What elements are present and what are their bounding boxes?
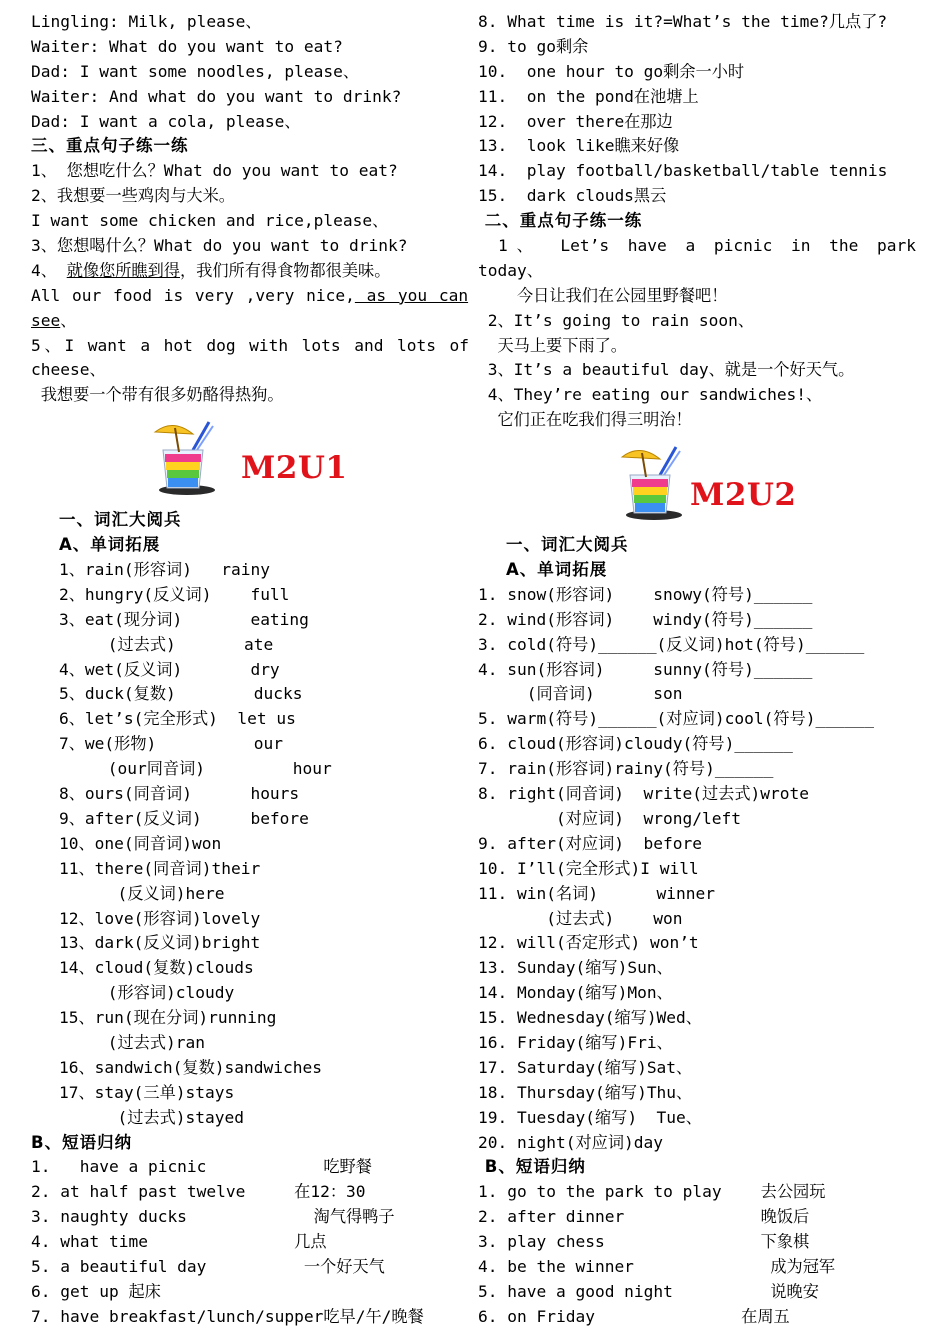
word-item: 10、one(同音词)won [59, 833, 222, 853]
word-item: 7. rain(形容词)rainy(符号)______ [478, 759, 774, 779]
subheading-phrases: B、短语归纳 [478, 1157, 586, 1177]
phrase-item: 1. have a picnic 吃野餐 [31, 1157, 372, 1177]
word-item: 10. I’ll(完全形式)I will [478, 858, 699, 878]
word-item: 15、run(现在分词)running [59, 1008, 277, 1028]
key-sentences [478, 234, 916, 433]
word-item: 20. night(对应词)day [478, 1132, 664, 1152]
phrase-item: 9. to go剩余 [478, 36, 589, 56]
word-item: 2. wind(形容词) windy(符号)______ [478, 609, 813, 629]
word-item: 13、dark(反义词)bright [59, 933, 261, 953]
sentence-line: 3、您想喝什么？What do you want to drink? [31, 236, 408, 256]
word-item: (过去式) won [478, 908, 683, 928]
dialogue-line: Waiter: And what do you want to drink? [31, 86, 402, 106]
word-item: (过去式) ate [59, 634, 274, 654]
word-item: 16. Friday(缩写)Fri、 [478, 1032, 673, 1052]
key-sentences [31, 159, 469, 408]
phrase-item: 8. What time is it?=What’s the time?几点了? [478, 12, 888, 31]
sentence-line: 天马上要下雨了。 [478, 335, 627, 355]
unit-logo-m2u1 [31, 408, 469, 508]
cocktail-drink-icon [153, 420, 225, 496]
word-item: (形容词)cloudy [59, 983, 235, 1003]
phrase-item: 5. have a good night 说晚安 [478, 1281, 819, 1301]
word-item: 13. Sunday(缩写)Sun、 [478, 958, 673, 978]
word-item: 5、duck(复数) ducks [59, 684, 303, 704]
phrase-item: 3. naughty ducks 淘气得鸭子 [31, 1207, 395, 1227]
phrase-item: 14. play football/basketball/table tennis [478, 161, 888, 181]
word-item: 3、eat(现分词) eating [59, 609, 309, 629]
sentence-line: 5、I want a hot dog with lots and lots of [31, 335, 469, 355]
sentence-line: 2、我想要一些鸡肉与大米。 [31, 186, 235, 206]
vocab-section [478, 583, 916, 1155]
word-item: 12. will(否定形式) won’t [478, 933, 699, 953]
word-item: 19. Tuesday(缩写) Tue、 [478, 1107, 702, 1127]
sentence-line: 1、 Let’s have a picnic in the park [498, 236, 916, 256]
phrase-item: 13. look like瞧来好像 [478, 136, 680, 156]
word-item: (过去式)ran [59, 1032, 206, 1052]
dialogue-line: Dad: I want a cola, please、 [31, 111, 301, 131]
underlined-phrase: as you can [354, 285, 469, 305]
word-item: (our同音词) hour [59, 759, 332, 779]
word-item: 11. win(名词) winner [478, 883, 716, 903]
word-item: 14、cloud(复数)clouds [59, 958, 254, 978]
sentence-line [31, 259, 469, 284]
phrase-item: 2. after dinner 晚饭后 [478, 1207, 810, 1227]
word-item: 1、rain(形容词) rainy [59, 560, 270, 580]
subheading-words: A、单词拓展 [59, 535, 161, 555]
word-item: 14. Monday(缩写)Mon、 [478, 983, 673, 1003]
sentence-line: today、 [478, 260, 543, 280]
sentence-line: 它们正在吃我们得三明治！ [478, 410, 692, 430]
sentence-part: All our food is very ,very nice, [31, 285, 355, 305]
word-item: 18. Thursday(缩写)Thu、 [478, 1082, 693, 1102]
word-item: (同音词) son [478, 684, 683, 704]
sentence-line [31, 284, 469, 309]
phrase-list-continued [478, 10, 916, 209]
phrase-item: 6. on Friday 在周五 [478, 1306, 790, 1326]
word-item: 2、hungry(反义词) full [59, 584, 290, 604]
phrase-item: 4. be the winner 成为冠军 [478, 1256, 836, 1276]
phrase-item: 3. play chess 下象棋 [478, 1232, 810, 1252]
word-item: 17. Saturday(缩写)Sat、 [478, 1057, 693, 1077]
word-item: 12、love(形容词)lovely [59, 908, 261, 928]
vocab-headings [478, 533, 916, 583]
word-item: 6. cloud(形容词)cloudy(符号)______ [478, 734, 793, 754]
left-column [31, 10, 469, 1330]
word-item: (过去式)stayed [59, 1107, 245, 1127]
phrase-item: 10. one hour to go剩余一小时 [478, 61, 745, 81]
word-item: 1. snow(形容词) snowy(符号)______ [478, 584, 813, 604]
cocktail-drink-icon [620, 445, 692, 521]
phrase-item: 5. a beautiful day 一个好天气 [31, 1256, 385, 1276]
word-item: 9. after(对应词) before [478, 833, 702, 853]
word-item: 4、wet(反义词) dry [59, 659, 280, 679]
sentence-line: 今日让我们在公园里野餐吧！ [478, 285, 728, 305]
sentence-part: 4、 [31, 260, 67, 280]
word-item: 8、ours(同音词) hours [59, 784, 300, 804]
word-item: (对应词) wrong/left [478, 808, 741, 828]
word-item: (反义词)here [59, 883, 225, 903]
vocab-section [31, 508, 469, 1130]
sentence-line: 3、It’s a beautiful day、就是一个好天气。 [478, 360, 855, 380]
word-item: 17、stay(三单)stays [59, 1082, 235, 1102]
sentence-line: 1、 您想吃什么？What do you want to eat? [31, 161, 398, 181]
sentence-line: I want some chicken and rice,please、 [31, 211, 389, 231]
unit-title: M2U1 [241, 450, 348, 487]
underlined-phrase: 就像您所瞧到得 [66, 260, 180, 280]
sentence-part: ，我们所有得食物都很美味。 [180, 260, 391, 280]
phrase-item: 15. dark clouds黑云 [478, 186, 667, 206]
unit-title: M2U2 [690, 477, 797, 514]
subheading-phrases: B、短语归纳 [31, 1132, 133, 1152]
phrase-item: 7. have breakfast/lunch/supper吃早/午/晚餐 [31, 1306, 424, 1326]
phrase-item: 12. over there在那边 [478, 111, 673, 131]
underlined-phrase: see [31, 310, 61, 330]
phrase-item: 6. get up 起床 [31, 1281, 161, 1301]
word-item: 16、sandwich(复数)sandwiches [59, 1057, 322, 1077]
dialogue-line: Dad: I want some noodles, please、 [31, 61, 360, 81]
dialogue-line: Waiter: What do you want to eat? [31, 36, 343, 56]
unit-logo-m2u2 [478, 433, 916, 533]
phrase-item: 2. at half past twelve 在12：30 [31, 1182, 366, 1202]
word-item: 11、there(同音词)their [59, 858, 261, 878]
phrase-list [478, 1180, 916, 1329]
sentence-line: 我想要一个带有很多奶酪得热狗。 [31, 385, 284, 405]
word-item: 9、after(反义词) before [59, 808, 309, 828]
dialogue [31, 10, 469, 134]
phrase-list [31, 1155, 469, 1329]
section-heading-vocab: 一、词汇大阅兵 [59, 510, 182, 530]
word-item: 5. warm(符号)______(对应词)cool(符号)______ [478, 709, 874, 729]
word-item: 15. Wednesday(缩写)Wed、 [478, 1008, 702, 1028]
section-heading-sentences: 二、重点句子练一练 [478, 211, 643, 231]
sentence-line: cheese、 [31, 360, 106, 380]
sentence-line: 2、It’s going to rain soon、 [478, 310, 755, 330]
sentence-line: 4、They’re eating our sandwiches!、 [478, 385, 823, 405]
phrase-item: 1. go to the park to play 去公园玩 [478, 1182, 826, 1202]
dialogue-line: Lingling: Milk, please、 [31, 12, 262, 31]
sentence-line [31, 309, 469, 334]
subheading-words: A、单词拓展 [506, 560, 608, 580]
word-item: 8. right(同音词) write(过去式)wrote [478, 784, 810, 804]
word-item: 7、we(形物) our [59, 734, 283, 754]
word-item: 6、let’s(完全形式) let us [59, 709, 296, 729]
phrase-item: 11. on the pond在池塘上 [478, 86, 699, 106]
sentence-part: 、 [60, 310, 77, 330]
right-column [478, 10, 916, 1330]
word-item: 4. sun(形容词) sunny(符号)______ [478, 659, 813, 679]
phrase-item: 4. what time 几点 [31, 1232, 327, 1252]
section-heading-sentences: 三、重点句子练一练 [31, 136, 189, 156]
section-heading-vocab: 一、词汇大阅兵 [506, 535, 629, 555]
word-item: 3. cold(符号)______(反义词)hot(符号)______ [478, 634, 865, 654]
